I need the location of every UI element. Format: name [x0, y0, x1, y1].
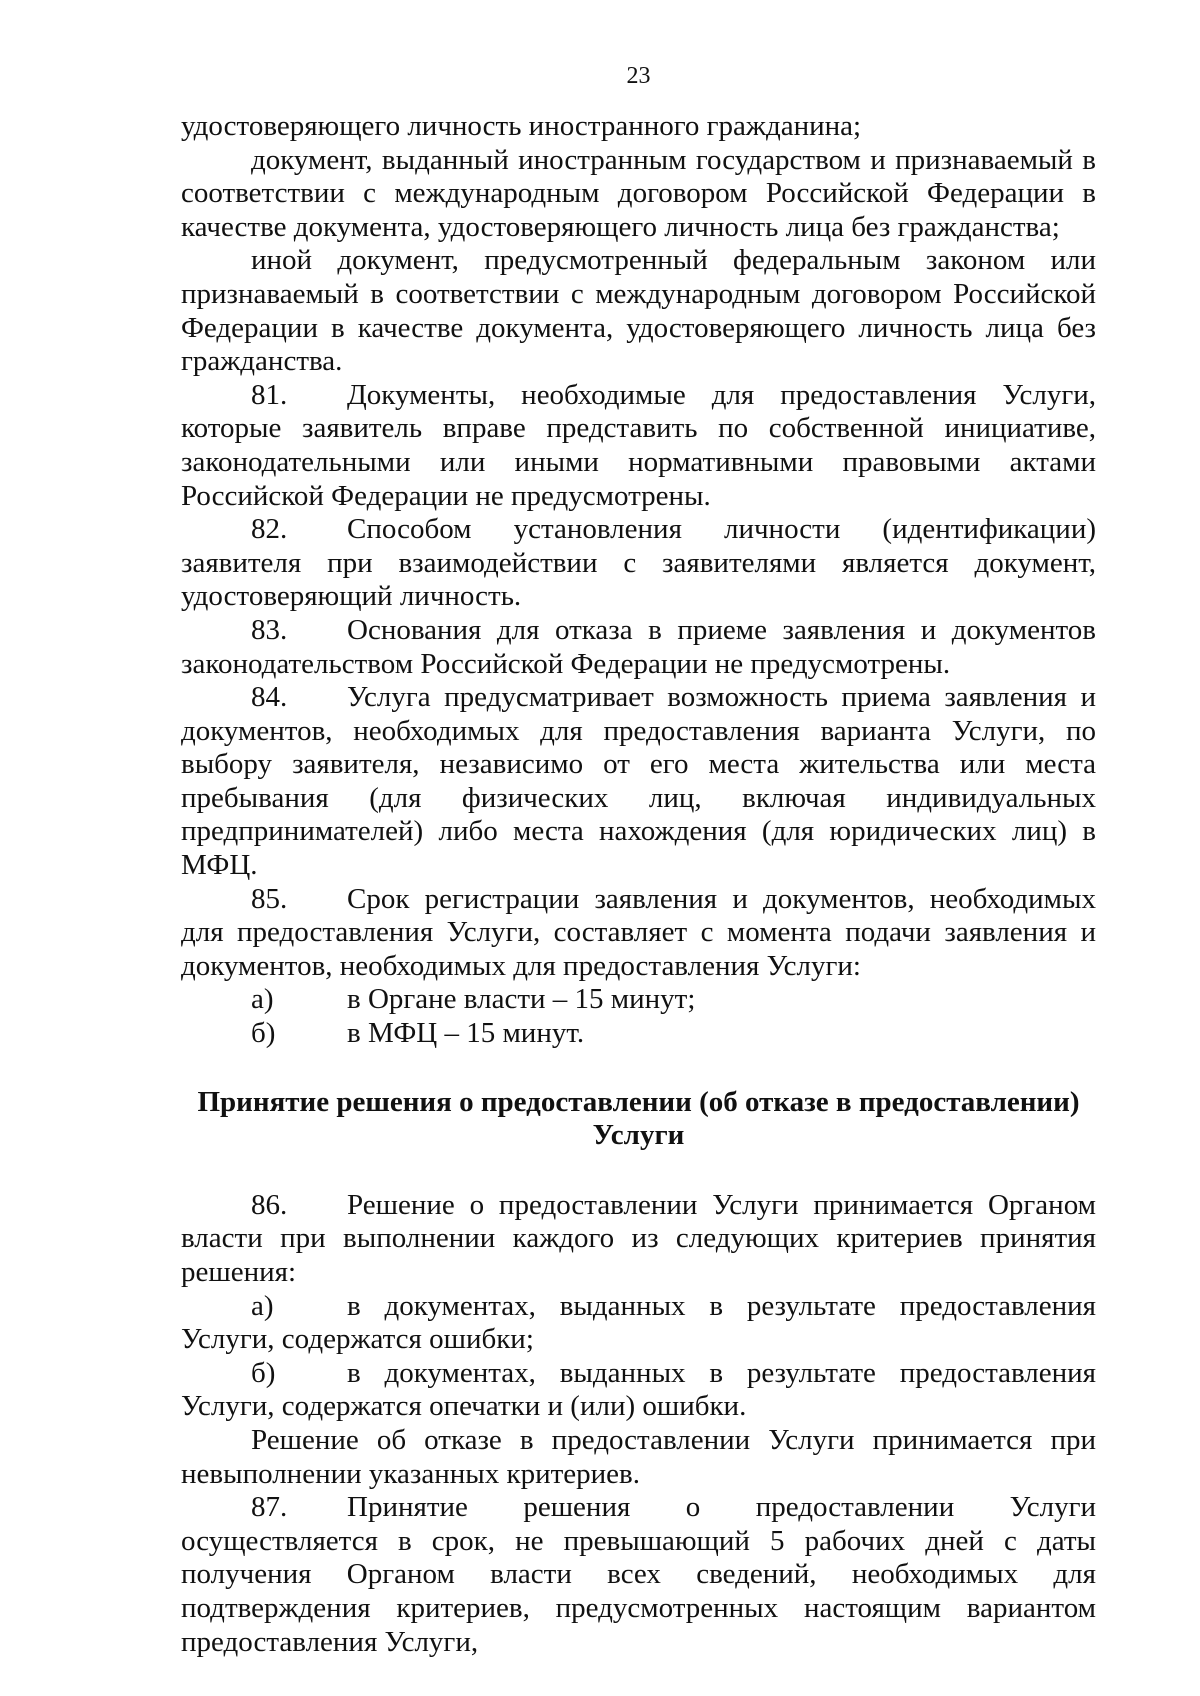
page-number: 23 [626, 63, 651, 89]
clause-text: Способом установления личности (идентификации) заявителя при взаимодействии с заявителями является документ, удостоверяющий личность. [181, 513, 1096, 613]
clause-81 [181, 379, 1096, 513]
subclause-letter: а) [251, 1289, 274, 1322]
section-heading [181, 1086, 1096, 1153]
paragraph-other-document: иной документ, предусмотренный федеральным законом или признаваемый в соответствии с международным договором Российской Федерации в качестве документа, удостоверяющего личность лица без гражданства. [181, 244, 1096, 378]
clause-text: Документы, необходимые для предоставления Услуги, которые заявитель вправе представить по собственной инициативе, законодательными или иными нормативными правовыми актами Российской Федерации не предусмотрены. [181, 378, 1096, 512]
paragraph-identity-foreign: удостоверяющего личность иностранного гражданина; [181, 110, 862, 142]
clause-number: 81. [251, 378, 288, 411]
clause-text: Принятие решения о предоставлении Услуги осуществляется в срок, не превышающий 5 рабочих дней с даты получения Органом власти всех сведений, необходимых для подтверждения критериев, предусмотренных настоящим вариантом предоставления Услуги, [181, 1491, 1096, 1658]
paragraph-stateless-document: документ, выданный иностранным государством и признаваемый в соответствии с международным договором Российской Федерации в качестве документа, удостоверяющего личность лица без гражданства; [181, 143, 1096, 243]
section-heading-line-2: Услуги [592, 1119, 685, 1152]
clause-number: 87. [251, 1491, 288, 1524]
subclause-85a [181, 983, 1096, 1017]
subclause-text: в документах, выданных в результате предоставления Услуги, содержатся ошибки; [181, 1289, 1096, 1356]
clause-82 [181, 513, 1096, 614]
clause-number: 86. [251, 1188, 288, 1221]
paragraph-refusal: Решение об отказе в предоставлении Услуги принимается при невыполнении указанных критериев. [181, 1423, 1096, 1490]
clause-number: 85. [251, 882, 288, 915]
clause-83 [181, 614, 1096, 681]
subclause-85b [181, 1017, 1096, 1051]
clause-text: Срок регистрации заявления и документов, необходимых для предоставления Услуги, составляет с момента подачи заявления и документов, необходимых для предоставления Услуги: [181, 882, 1096, 982]
clause-number: 84. [251, 681, 288, 714]
subclause-letter: а) [251, 983, 274, 1016]
clause-84 [181, 681, 1096, 883]
subclause-86a [181, 1290, 1096, 1357]
clause-number: 82. [251, 513, 288, 546]
clause-85 [181, 883, 1096, 984]
clause-number: 83. [251, 613, 288, 646]
section-heading-line-1: Принятие решения о предоставлении (об отказе в предоставлении) [197, 1085, 1080, 1118]
clause-text: Основания для отказа в приеме заявления и документов законодательством Российской Федерации не предусмотрены. [181, 613, 1096, 680]
clause-87 [181, 1491, 1096, 1659]
subclause-text: в документах, выданных в результате предоставления Услуги, содержатся опечатки и (или) ошибки. [181, 1356, 1096, 1423]
subclause-86b [181, 1357, 1096, 1424]
subclause-letter: б) [251, 1017, 276, 1050]
clause-text: Решение о предоставлении Услуги принимается Органом власти при выполнении каждого из следующих критериев принятия решения: [181, 1188, 1096, 1288]
clause-text: Услуга предусматривает возможность приема заявления и документов, необходимых для предоставления варианта Услуги, по выбору заявителя, независимо от его места жительства или места пребывания (для физических лиц, включая индивидуальных предпринимателей) либо места нахождения (для юридических лиц) в МФЦ. [181, 681, 1096, 882]
subclause-text: в Органе власти – 15 минут; [347, 983, 696, 1016]
subclause-text: в МФЦ – 15 минут. [347, 1017, 585, 1050]
subclause-letter: б) [251, 1356, 276, 1389]
clause-86 [181, 1189, 1096, 1290]
